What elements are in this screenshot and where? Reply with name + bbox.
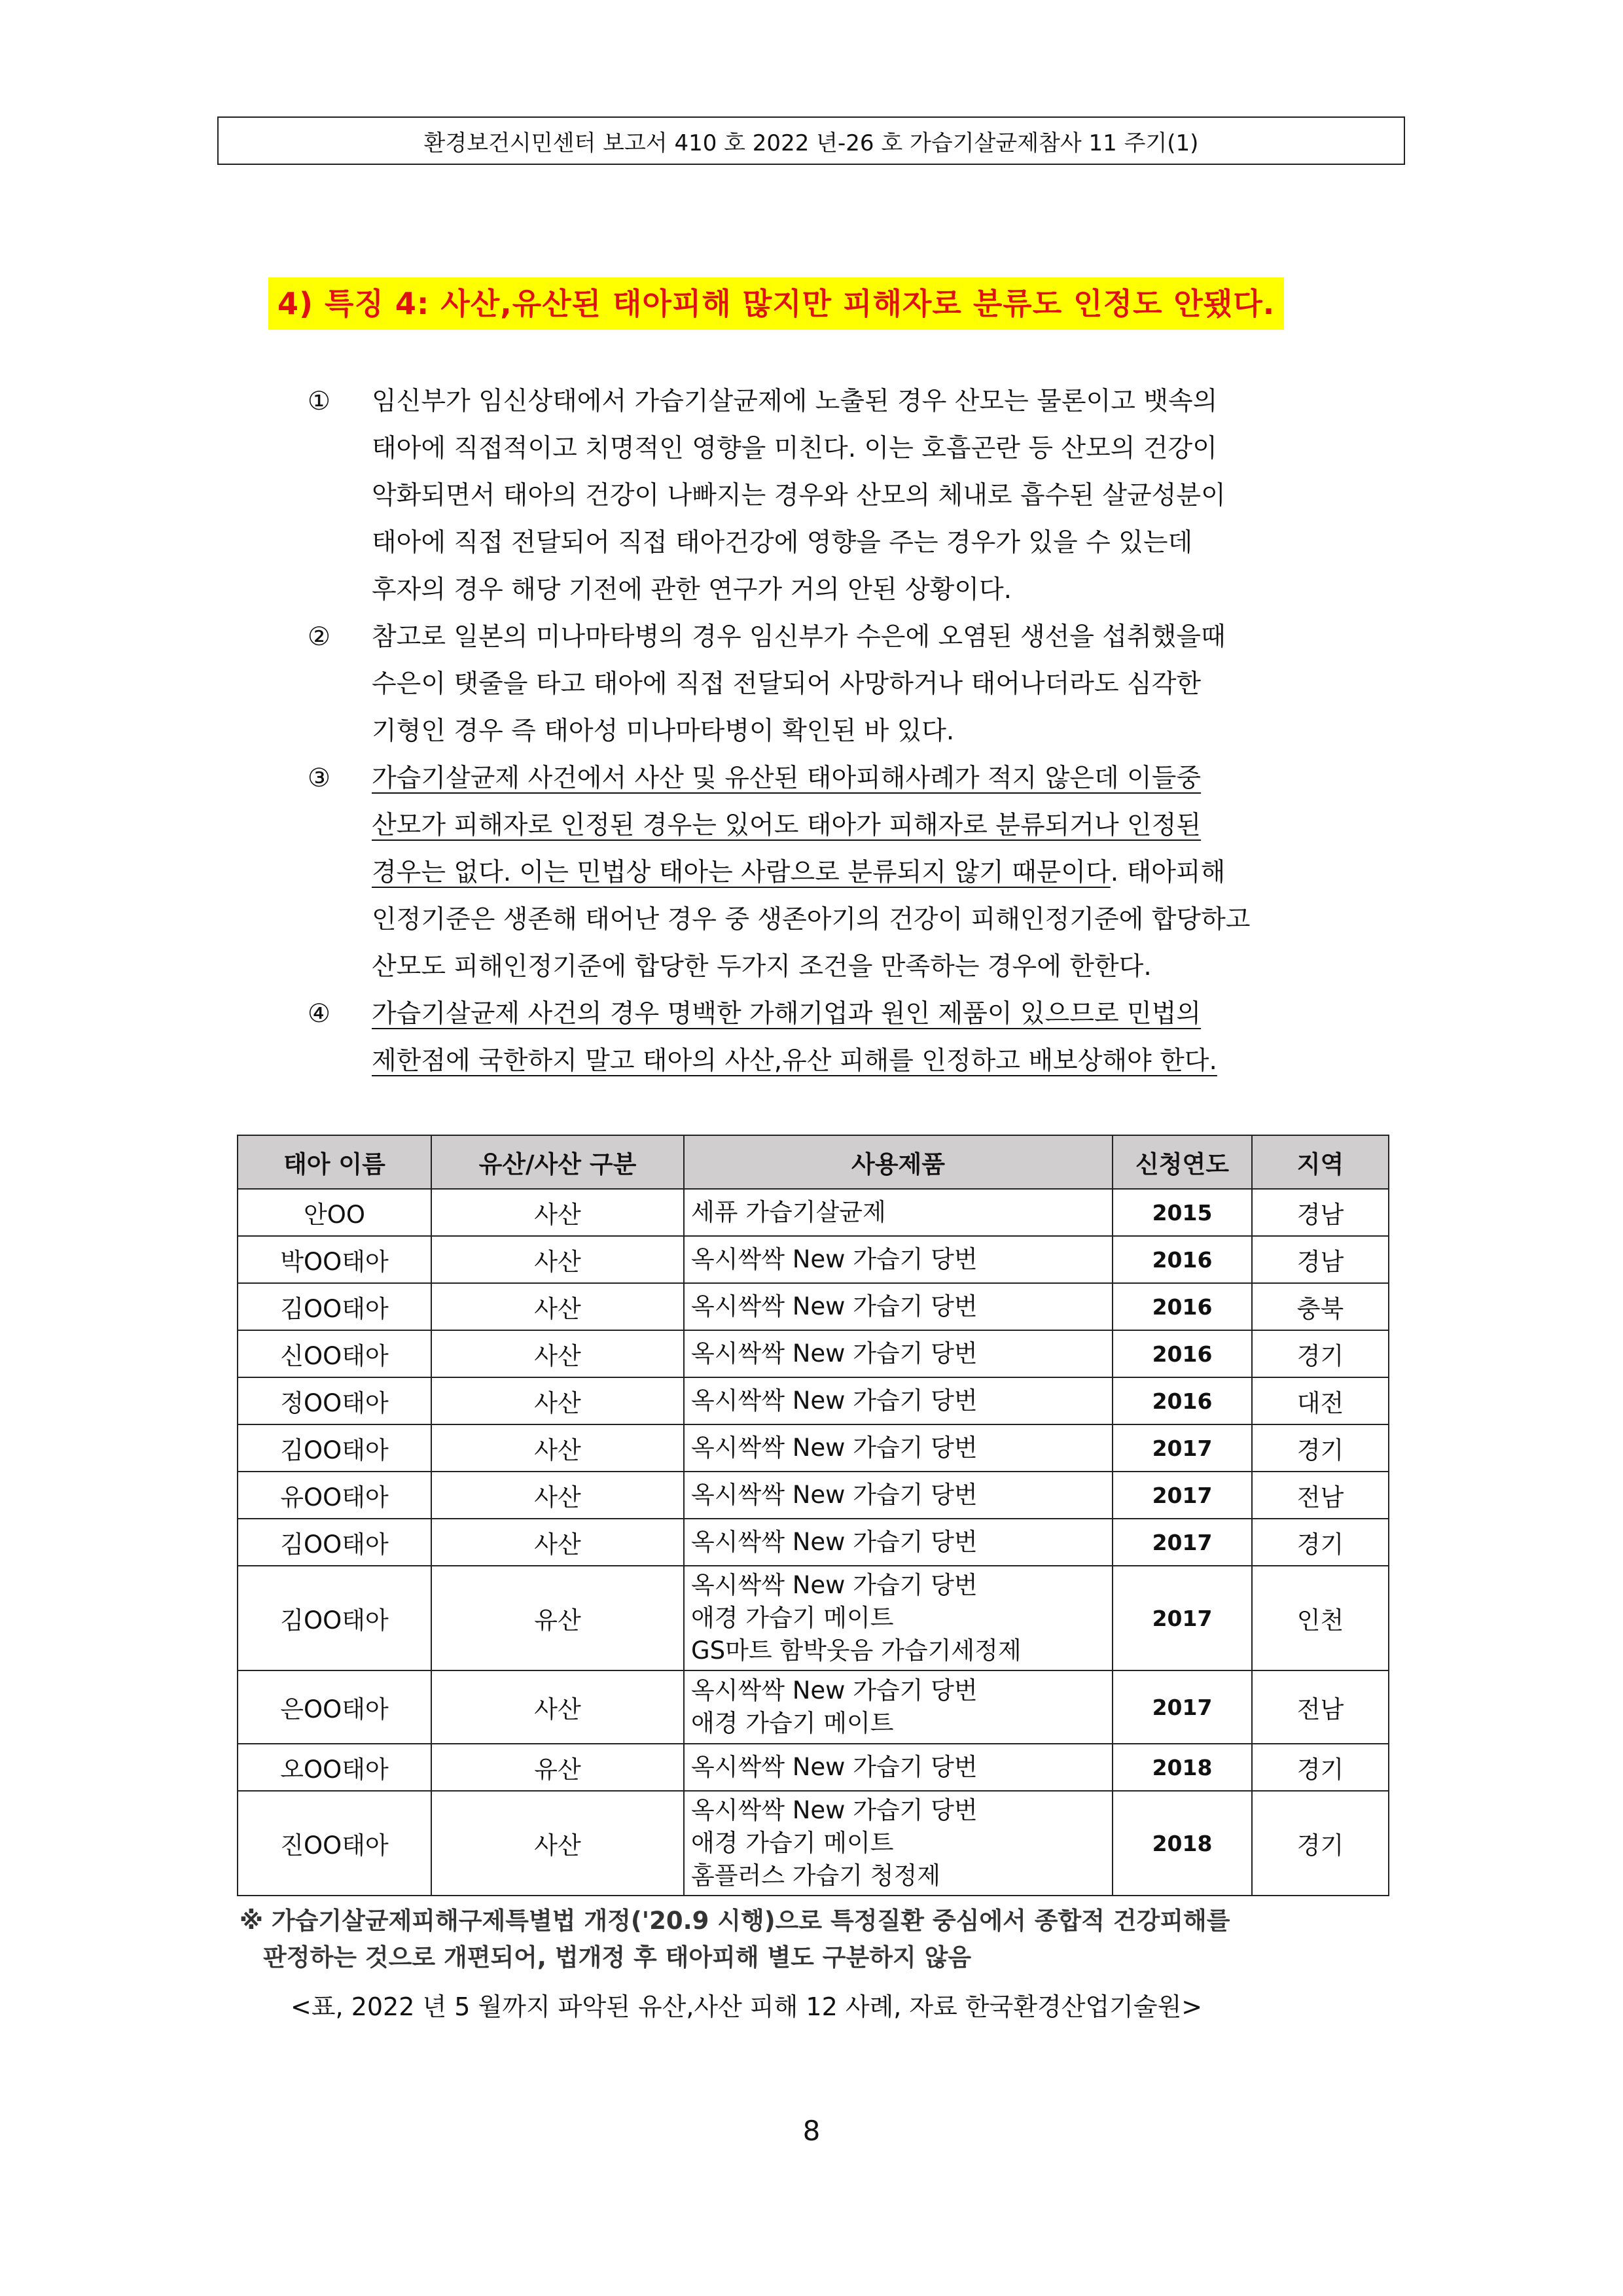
cell-region: 전남 bbox=[1252, 1472, 1389, 1519]
product-line: 애경 가습기 메이트 bbox=[691, 1604, 894, 1632]
table-row bbox=[238, 1424, 1389, 1472]
cell-name: 박OO태아 bbox=[238, 1236, 431, 1283]
item-line bbox=[372, 567, 1420, 614]
item-line-tail: . 태아피해 bbox=[1110, 858, 1226, 887]
table-row bbox=[238, 1744, 1389, 1791]
cell-year: 2018 bbox=[1113, 1744, 1252, 1791]
cell-year: 2017 bbox=[1113, 1670, 1252, 1744]
item-line bbox=[372, 1038, 1420, 1085]
cell-region: 경기 bbox=[1252, 1744, 1389, 1791]
cell-type: 유산 bbox=[431, 1744, 684, 1791]
note-line: 판정하는 것으로 개편되어, 법개정 후 태아피해 별도 구분하지 않음 bbox=[263, 1943, 972, 1971]
product-line: 옥시싹싹 New 가습기 당번 bbox=[691, 1386, 978, 1415]
cell-region: 충북 bbox=[1252, 1283, 1389, 1330]
cell-type: 사산 bbox=[431, 1670, 684, 1744]
product-line: GS마트 함박웃음 가습기세정제 bbox=[691, 1636, 1022, 1665]
item-line bbox=[372, 802, 1420, 849]
item-line bbox=[372, 991, 1420, 1038]
item-number: ④ bbox=[308, 999, 330, 1029]
product-line: 세퓨 가습기살균제 bbox=[691, 1198, 886, 1226]
header-year: 신청연도 bbox=[1113, 1135, 1252, 1189]
cell-year: 2017 bbox=[1113, 1472, 1252, 1519]
cell-year: 2016 bbox=[1113, 1236, 1252, 1283]
cell-year: 2017 bbox=[1113, 1519, 1252, 1566]
table-row bbox=[238, 1472, 1389, 1519]
cell-type: 사산 bbox=[431, 1283, 684, 1330]
numbered-item bbox=[308, 991, 1420, 1085]
item-line bbox=[372, 944, 1420, 991]
item-line-text: 참고로 일본의 미나마타병의 경우 임신부가 수은에 오염된 생선을 섭취했을때 bbox=[372, 622, 1226, 652]
cell-products bbox=[684, 1377, 1113, 1424]
product-line: 옥시싹싹 New 가습기 당번 bbox=[691, 1339, 978, 1368]
cell-region: 경기 bbox=[1252, 1424, 1389, 1472]
table-row bbox=[238, 1519, 1389, 1566]
cell-name: 유OO태아 bbox=[238, 1472, 431, 1519]
item-line bbox=[372, 661, 1420, 708]
header-product: 사용제품 bbox=[684, 1135, 1113, 1189]
cell-products bbox=[684, 1424, 1113, 1472]
cell-name: 오OO태아 bbox=[238, 1744, 431, 1791]
item-line-text: 산모가 피해자로 인정된 경우는 있어도 태아가 피해자로 분류되거나 인정된 bbox=[372, 811, 1202, 840]
cell-region: 경남 bbox=[1252, 1189, 1389, 1236]
page-number: 8 bbox=[802, 2115, 821, 2147]
cell-name: 김OO태아 bbox=[238, 1424, 431, 1472]
table-row bbox=[238, 1236, 1389, 1283]
item-line bbox=[372, 378, 1420, 425]
header-name: 태아 이름 bbox=[238, 1135, 431, 1189]
product-line: 옥시싹싹 New 가습기 당번 bbox=[691, 1796, 978, 1824]
item-line-text: 산모도 피해인정기준에 합당한 두가지 조건을 만족하는 경우에 한한다. bbox=[372, 952, 1152, 981]
product-line: 옥시싹싹 New 가습기 당번 bbox=[691, 1528, 978, 1556]
table-row bbox=[238, 1283, 1389, 1330]
item-line-text: 태아에 직접적이고 치명적인 영향을 미친다. 이는 호흡곤란 등 산모의 건강이 bbox=[372, 434, 1217, 463]
product-line: 옥시싹싹 New 가습기 당번 bbox=[691, 1676, 978, 1704]
item-line-text: 경우는 없다. 이는 민법상 태아는 사람으로 분류되지 않기 때문이다 bbox=[372, 858, 1111, 887]
item-number: ② bbox=[308, 622, 330, 652]
table-row bbox=[238, 1670, 1389, 1744]
product-line: 옥시싹싹 New 가습기 당번 bbox=[691, 1481, 978, 1509]
cell-year: 2016 bbox=[1113, 1330, 1252, 1377]
cell-region: 경기 bbox=[1252, 1519, 1389, 1566]
cell-region: 경기 bbox=[1252, 1330, 1389, 1377]
cell-name: 안OO bbox=[238, 1189, 431, 1236]
product-line: 옥시싹싹 New 가습기 당번 bbox=[691, 1753, 978, 1781]
item-number: ① bbox=[308, 387, 330, 416]
table-row bbox=[238, 1791, 1389, 1896]
cell-year: 2016 bbox=[1113, 1283, 1252, 1330]
section-title-wrap bbox=[268, 277, 1284, 330]
note-line: ※ 가습기살균제피해구제특별법 개정('20.9 시행)으로 특정질환 중심에서 종합적 건강피해를 bbox=[240, 1907, 1230, 1935]
table-row bbox=[238, 1330, 1389, 1377]
item-line-text: 임신부가 임신상태에서 가습기살균제에 노출된 경우 산모는 물론이고 뱃속의 bbox=[372, 387, 1218, 416]
cell-name: 김OO태아 bbox=[238, 1519, 431, 1566]
section-title: 4) 특징 4: 사산,유산된 태아피해 많지만 피해자로 분류도 인정도 안됐다. bbox=[268, 277, 1284, 330]
cell-region: 대전 bbox=[1252, 1377, 1389, 1424]
item-line-text: 태아에 직접 전달되어 직접 태아건강에 영향을 주는 경우가 있을 수 있는데 bbox=[372, 528, 1193, 557]
numbered-item bbox=[308, 378, 1420, 614]
report-header: 환경보건시민센터 보고서 410 호 2022 년-26 호 가습기살균제참사 11 주기(1) bbox=[217, 116, 1405, 165]
cell-region: 인천 bbox=[1252, 1566, 1389, 1670]
header-type: 유산/사산 구분 bbox=[431, 1135, 684, 1189]
cell-type: 사산 bbox=[431, 1236, 684, 1283]
item-line-text: 제한점에 국한하지 말고 태아의 사산,유산 피해를 인정하고 배보상해야 한다. bbox=[372, 1046, 1217, 1076]
cell-products bbox=[684, 1283, 1113, 1330]
numbered-items bbox=[308, 378, 1420, 1085]
item-line-text: 악화되면서 태아의 건강이 나빠지는 경우와 산모의 체내로 흡수된 살균성분이 bbox=[372, 481, 1226, 510]
item-line-text: 가습기살균제 사건의 경우 명백한 가해기업과 원인 제품이 있으므로 민법의 bbox=[372, 999, 1202, 1029]
table-row bbox=[238, 1377, 1389, 1424]
cell-products bbox=[684, 1791, 1113, 1896]
cell-year: 2018 bbox=[1113, 1791, 1252, 1896]
cell-type: 사산 bbox=[431, 1330, 684, 1377]
product-line: 홈플러스 가습기 청정제 bbox=[691, 1862, 940, 1890]
item-line-text: 기형인 경우 즉 태아성 미나마타병이 확인된 바 있다. bbox=[372, 716, 955, 746]
item-line-text: 수은이 탯줄을 타고 태아에 직접 전달되어 사망하거나 태어나더라도 심각한 bbox=[372, 669, 1202, 699]
item-line bbox=[372, 614, 1420, 661]
item-line bbox=[372, 755, 1420, 802]
cell-type: 사산 bbox=[431, 1791, 684, 1896]
cell-type: 사산 bbox=[431, 1519, 684, 1566]
product-line: 옥시싹싹 New 가습기 당번 bbox=[691, 1434, 978, 1462]
item-line bbox=[372, 849, 1420, 896]
item-line-text: 후자의 경우 해당 기전에 관한 연구가 거의 안된 상황이다. bbox=[372, 575, 1012, 605]
product-line: 옥시싹싹 New 가습기 당번 bbox=[691, 1292, 978, 1320]
cell-type: 유산 bbox=[431, 1566, 684, 1670]
cell-year: 2016 bbox=[1113, 1377, 1252, 1424]
cell-products bbox=[684, 1189, 1113, 1236]
header-region: 지역 bbox=[1252, 1135, 1389, 1189]
product-line: 옥시싹싹 New 가습기 당번 bbox=[691, 1571, 978, 1599]
item-line bbox=[372, 708, 1420, 755]
cell-products bbox=[684, 1472, 1113, 1519]
cell-region: 전남 bbox=[1252, 1670, 1389, 1744]
item-line bbox=[372, 520, 1420, 567]
table-header-row bbox=[238, 1135, 1389, 1189]
cell-name: 은OO태아 bbox=[238, 1670, 431, 1744]
cell-region: 경남 bbox=[1252, 1236, 1389, 1283]
item-line bbox=[372, 472, 1420, 520]
item-number: ③ bbox=[308, 764, 330, 793]
cell-products bbox=[684, 1519, 1113, 1566]
table-caption: <표, 2022 년 5 월까지 파악된 유산,사산 피해 12 사례, 자료 한국환경산업기술원> bbox=[291, 1992, 1203, 2021]
product-line: 옥시싹싹 New 가습기 당번 bbox=[691, 1245, 978, 1273]
item-line bbox=[372, 896, 1420, 944]
item-line-text: 인정기준은 생존해 태어난 경우 중 생존아기의 건강이 피해인정기준에 합당하고 bbox=[372, 905, 1251, 934]
cell-type: 사산 bbox=[431, 1472, 684, 1519]
table-row bbox=[238, 1189, 1389, 1236]
numbered-item bbox=[308, 755, 1420, 991]
cell-name: 신OO태아 bbox=[238, 1330, 431, 1377]
item-line bbox=[372, 425, 1420, 472]
cell-name: 김OO태아 bbox=[238, 1283, 431, 1330]
item-line-text: 가습기살균제 사건에서 사산 및 유산된 태아피해사례가 적지 않은데 이들중 bbox=[372, 764, 1202, 793]
cell-type: 사산 bbox=[431, 1189, 684, 1236]
cell-products bbox=[684, 1744, 1113, 1791]
cell-type: 사산 bbox=[431, 1424, 684, 1472]
cell-year: 2017 bbox=[1113, 1566, 1252, 1670]
product-line: 애경 가습기 메이트 bbox=[691, 1709, 894, 1737]
product-line: 애경 가습기 메이트 bbox=[691, 1829, 894, 1857]
numbered-item bbox=[308, 614, 1420, 755]
cell-products bbox=[684, 1330, 1113, 1377]
cell-type: 사산 bbox=[431, 1377, 684, 1424]
cell-name: 진OO태아 bbox=[238, 1791, 431, 1896]
fetal-damage-table bbox=[237, 1135, 1389, 1896]
cell-products bbox=[684, 1566, 1113, 1670]
cell-products bbox=[684, 1236, 1113, 1283]
table-note bbox=[240, 1903, 1230, 1976]
cell-name: 김OO태아 bbox=[238, 1566, 431, 1670]
cell-year: 2015 bbox=[1113, 1189, 1252, 1236]
cell-year: 2017 bbox=[1113, 1424, 1252, 1472]
table-row bbox=[238, 1566, 1389, 1670]
cell-products bbox=[684, 1670, 1113, 1744]
cell-name: 정OO태아 bbox=[238, 1377, 431, 1424]
cell-region: 경기 bbox=[1252, 1791, 1389, 1896]
